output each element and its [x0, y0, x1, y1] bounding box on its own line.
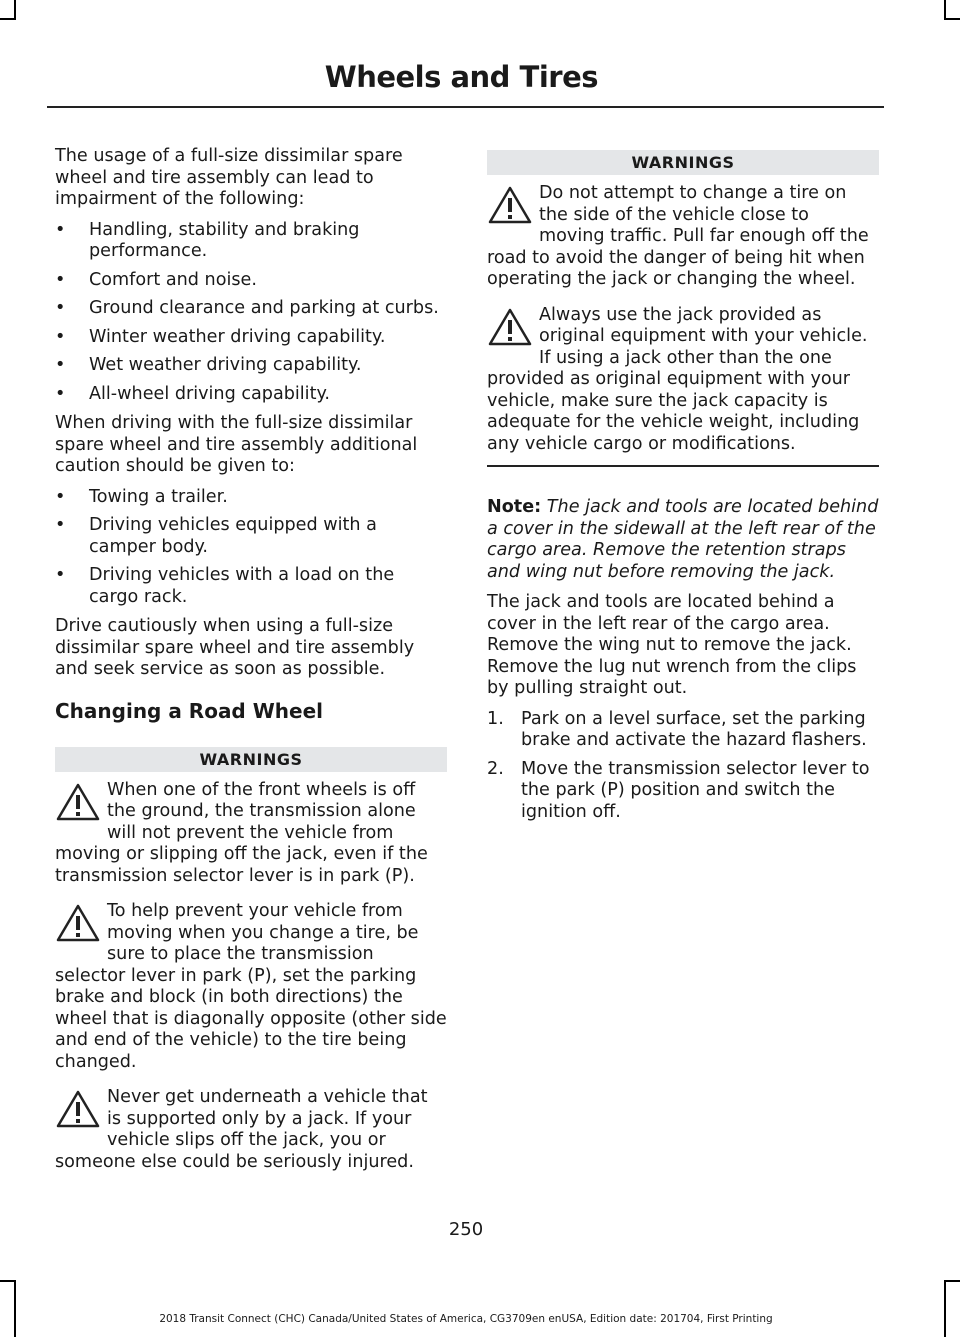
step-number: 1. — [487, 708, 504, 729]
list-item: • Comfort and noise. — [55, 269, 257, 290]
list-item: • Towing a trailer. — [55, 486, 228, 507]
caution-list — [55, 487, 447, 609]
bullet: • — [55, 355, 66, 375]
intro-paragraph: The usage of a full-size dissimilar spare wheel and tire assembly can lead to impairment of the following: — [55, 146, 403, 209]
crop-mark — [14, 1280, 16, 1337]
bullet: • — [55, 298, 66, 318]
page-number: 250 — [448, 1219, 484, 1240]
caution-paragraph: When driving with the full-size dissimilar spare wheel and tire assembly additional caution should be given to: — [55, 413, 418, 476]
note-label: Note: — [487, 497, 542, 517]
crop-mark — [14, 0, 16, 20]
warning-triangle-icon — [55, 1089, 107, 1133]
left-column — [55, 146, 447, 1187]
crop-mark — [0, 18, 16, 20]
warning-triangle-icon — [487, 185, 539, 229]
bullet: • — [55, 269, 66, 290]
step-item: 2. Move the transmission selector lever to the park (P) position and switch the ignition off. — [487, 758, 870, 822]
impairment-list — [55, 220, 447, 406]
steps-list — [487, 709, 879, 824]
section-heading: Changing a Road Wheel — [55, 698, 323, 723]
crop-mark — [944, 1280, 946, 1337]
warning-item: To help prevent your vehicle from moving when you change a tire, be sure to place the transmission selector lever in park (P), set the parking brake and block (in both directions) the wheel that is diagonally opposite (other side and end of the vehicle) to the tire being changed. — [55, 901, 447, 1072]
drive-note-paragraph: Drive cautiously when using a full-size dissimilar spare wheel and tire assembly and seek service as soon as possible. — [55, 616, 415, 679]
warnings-header: WARNINGS — [55, 747, 447, 772]
warning-triangle-icon — [487, 307, 539, 351]
footer-text: 2018 Transit Connect (CHC) Canada/United States of America, CG3709en enUSA, Edition date: 201704, First Printing — [159, 1313, 773, 1325]
crop-mark — [0, 1280, 16, 1282]
warning-item: Do not attempt to change a tire on the side of the vehicle close to moving traffic. Pull far enough off the road to avoid the danger of being hit when operating the jack or changing the wheel. — [487, 183, 869, 289]
warning-item: Never get underneath a vehicle that is supported only by a jack. If your vehicle slips off the jack, you or someone else could be seriously injured. — [55, 1087, 428, 1172]
warnings-divider — [487, 465, 879, 467]
header-divider — [47, 106, 884, 108]
bullet: • — [55, 565, 66, 585]
warning-triangle-icon — [55, 782, 107, 826]
step-item: 1. Park on a level surface, set the parking brake and activate the hazard flashers. — [487, 708, 867, 750]
warning-item: Always use the jack provided as original equipment with your vehicle. If using a jack other than the one provided as original equipment with your vehicle, make sure the jack capacity is adequate for the vehicle weight, including any vehicle cargo or modifications. — [487, 304, 868, 454]
crop-mark — [944, 18, 960, 20]
right-column — [487, 150, 879, 831]
bullet: • — [55, 326, 66, 347]
list-item: • Driving vehicles with a load on the cargo rack. — [55, 565, 395, 607]
list-item: • Winter weather driving capability. — [55, 326, 386, 347]
crop-mark — [944, 1280, 960, 1282]
jack-location-paragraph: The jack and tools are located behind a cover in the left rear of the cargo area. Remove the wing nut to remove the jack. Remove the lug nut wrench from the clips by pulling straight out. — [487, 592, 857, 698]
warning-item: When one of the front wheels is off the ground, the transmission alone will not prevent the vehicle from moving or slipping off the jack, even if the transmission selector lever is in park (P). — [55, 779, 428, 886]
list-item: • Driving vehicles equipped with a camper body. — [55, 515, 377, 557]
bullet: • — [55, 219, 66, 240]
step-number: 2. — [487, 758, 504, 779]
page-title: Wheels and Tires — [324, 60, 598, 94]
note-text: The jack and tools are located behind a cover in the sidewall at the left rear of the cargo area. Remove the retention straps and wing nut before removing the jack. — [487, 497, 879, 582]
bullet: • — [55, 383, 66, 404]
note-paragraph — [487, 497, 879, 583]
list-item: • Wet weather driving capability. — [55, 355, 362, 375]
bullet: • — [55, 486, 66, 507]
warning-triangle-icon — [55, 903, 107, 947]
bullet: • — [55, 515, 66, 535]
warnings-header: WARNINGS — [487, 150, 879, 175]
crop-mark — [944, 0, 946, 20]
list-item: • Ground clearance and parking at curbs. — [55, 298, 439, 318]
list-item: • Handling, stability and braking performance. — [55, 219, 360, 261]
list-item: • All-wheel driving capability. — [55, 383, 330, 404]
